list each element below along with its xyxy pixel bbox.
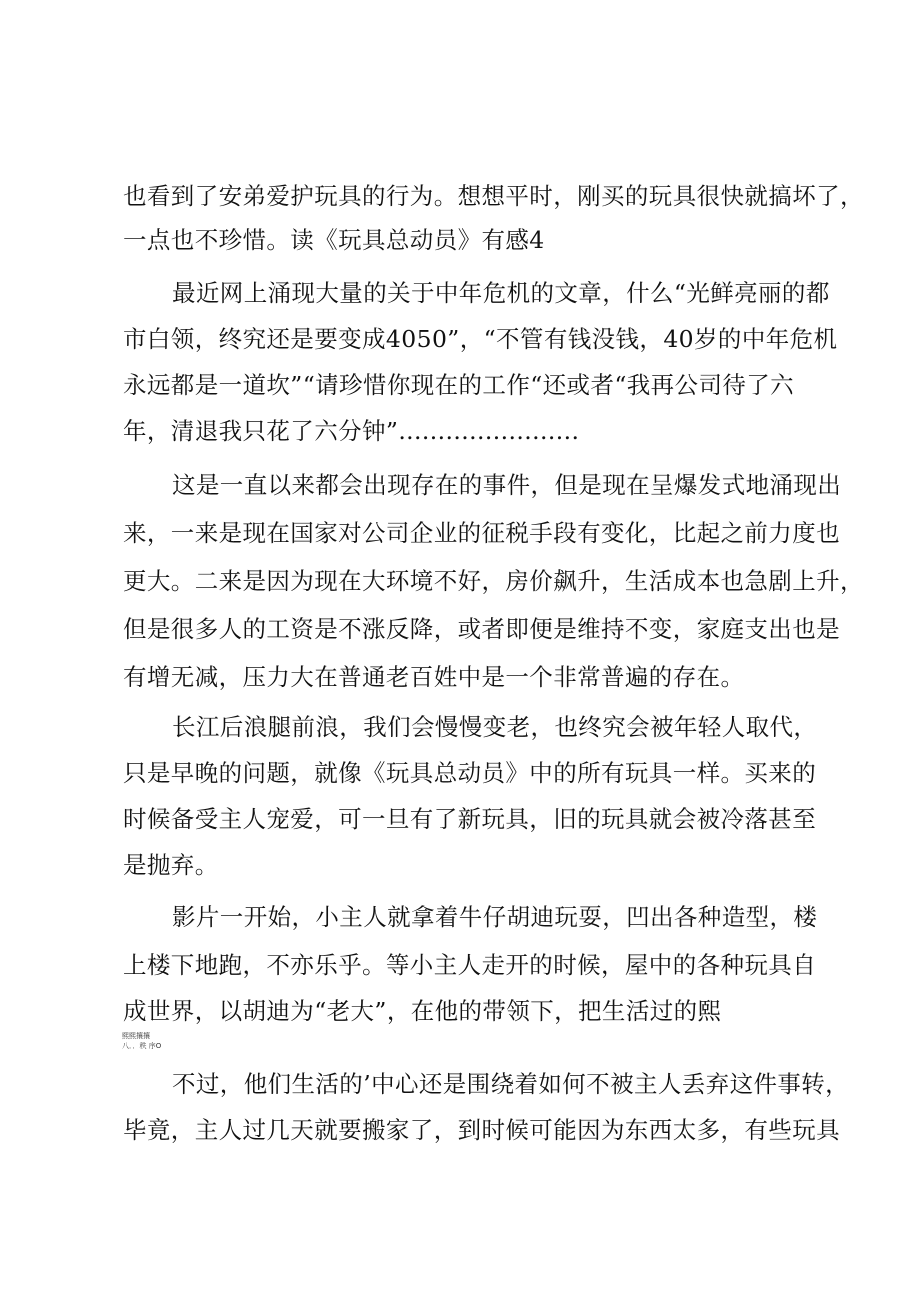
text-line-3: 最近网上涌现大量的关于中年危机的文章，什么“光鲜亮丽的都 [172,279,830,307]
text-line-14: 时候备受主人宠爱，可一旦有了新玩具，旧的玩具就会被冷落甚至 [123,805,817,833]
fragment-text-1: 熙熙攘攘 [122,1032,150,1040]
text-line-20: 毕竟，主人过几天就要搬家了，到时候可能因为东西太多，有些玩具 [123,1116,840,1144]
text-line-13: 只是早晚的问题，就像《玩具总动员》中的所有玩具一样。买来的 [123,759,817,787]
text-line-16: 影片一开始，小主人就拿着牛仔胡迪玩耍，凹出各种造型，楼 [172,903,818,931]
text-line-1: 也看到了安弟爱护玩具的行为。想想平时，刚买的玩具很快就搞坏了， [123,182,864,210]
text-line-2: 一点也不珍惜。读《玩具总动员》有感4 [123,226,545,254]
text-line-10: 但是很多人的工资是不涨反降，或者即便是维持不变，家庭支出也是 [123,615,840,643]
text-line-15: 是抛弃。 [123,851,219,879]
text-line-7: 这是一直以来都会出现存在的事件，但是现在呈爆发式地涌现出 [172,471,842,499]
text-line-11: 有增无减，压力大在普通老百姓中是一个非常普遍的存在。 [123,663,745,691]
text-line-19: 不过，他们生活的’中心还是围绕着如何不被主人丢弃这件事转， [172,1070,850,1098]
text-line-5: 永远都是一道坎”“请珍惜你现在的工作“还或者“我再公司待了六 [123,371,795,399]
text-line-12: 长江后浪腿前浪，我们会慢慢变老，也终究会被年轻人取代， [172,713,818,741]
text-line-8: 来，一来是现在国家对公司企业的征税手段有变化，比起之前力度也 [123,519,840,547]
text-line-6: 年，清退我只花了六分钟”....................... [123,417,580,445]
text-line-9: 更大。二来是因为现在大环境不好，房价飙升，生活成本也急剧上升， [123,567,864,595]
fragment-text-2: 八．．秩 序O [122,1042,162,1050]
text-line-17: 上楼下地跑，不亦乐乎。等小主人走开的时候，屋中的各种玩具自 [123,951,817,979]
text-line-18: 成世界，以胡迪为“老大”，在他的带领下，把生活过的熙 [123,997,722,1025]
text-line-4: 市白领，终究还是要变成4050”，“不管有钱没钱，40岁的中年危机 [123,325,838,353]
